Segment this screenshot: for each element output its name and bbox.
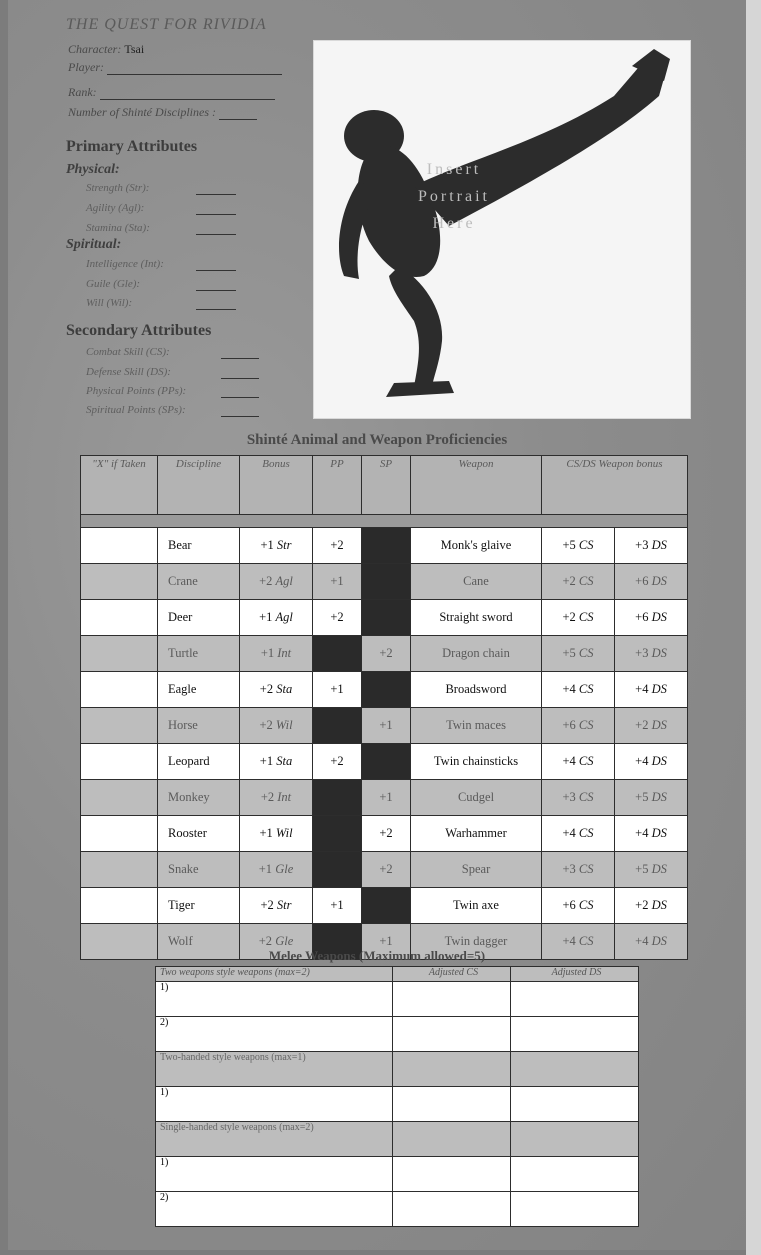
ds-unit: DS (651, 826, 667, 840)
pp-cell: +1 (313, 888, 362, 924)
discipline-name: Turtle (158, 636, 240, 672)
cs-bonus-cell (542, 888, 615, 924)
ds-value: +2 (635, 718, 649, 732)
cs-value: +3 (562, 862, 576, 876)
bonus-value: +2 (259, 682, 274, 696)
ds-bonus-cell (615, 564, 688, 600)
cs-value: +6 (562, 718, 576, 732)
discipline-name: Deer (158, 600, 240, 636)
character-sheet (8, 0, 746, 1250)
weapon-name: Twin axe (411, 888, 542, 924)
bonus-cell (240, 708, 313, 744)
disciplines-field[interactable] (68, 105, 257, 120)
proficiency-row (81, 780, 688, 816)
adjusted-cs-cell[interactable] (393, 1017, 511, 1052)
bonus-stat: Agl (275, 610, 293, 624)
two-handed-slot-1[interactable]: 1) (156, 1087, 393, 1122)
cs-bonus-cell (542, 816, 615, 852)
combat-skill-label: Combat Skill (CS): (86, 346, 170, 358)
proficiency-row (81, 636, 688, 672)
ds-unit: DS (651, 682, 667, 696)
sp-cell: +1 (362, 780, 411, 816)
portrait-line: Insert (426, 161, 482, 178)
guile-field[interactable] (86, 278, 140, 290)
ds-unit: DS (651, 718, 667, 732)
intelligence-blank[interactable] (196, 270, 236, 271)
cs-unit: CS (578, 682, 594, 696)
bonus-value: +1 (259, 610, 273, 624)
cs-unit: CS (578, 826, 594, 840)
adjusted-ds-cell[interactable] (511, 1087, 639, 1122)
proficiency-row (81, 672, 688, 708)
proficiency-table (80, 455, 688, 960)
rank-blank[interactable] (100, 99, 275, 100)
taken-checkbox-cell[interactable] (81, 744, 158, 780)
cs-bonus-cell (542, 528, 615, 564)
melee-table (155, 966, 639, 1227)
proficiency-row (81, 600, 688, 636)
sp-cell: +2 (362, 636, 411, 672)
header-sp: SP (362, 456, 411, 515)
bonus-cell (240, 564, 313, 600)
combat-skill-field[interactable] (86, 346, 170, 358)
cs-bonus-cell (542, 564, 615, 600)
intelligence-label: Intelligence (Int): (86, 258, 164, 270)
adjusted-ds-cell[interactable] (511, 982, 639, 1017)
cs-bonus-cell (542, 852, 615, 888)
discipline-name: Rooster (158, 816, 240, 852)
taken-checkbox-cell[interactable] (81, 600, 158, 636)
bonus-value: +1 (260, 646, 275, 660)
ds-bonus-cell (615, 888, 688, 924)
adjusted-ds-cell[interactable] (511, 1157, 639, 1192)
discipline-name: Crane (158, 564, 240, 600)
bonus-cell (240, 744, 313, 780)
ds-value: +6 (635, 610, 649, 624)
bonus-cell (240, 852, 313, 888)
proficiencies-title: Shinté Animal and Weapon Proficiencies (246, 432, 508, 448)
physical-heading: Physical: (66, 162, 120, 177)
primary-attributes-heading: Primary Attributes (66, 138, 198, 155)
rank-field[interactable] (68, 85, 275, 100)
bonus-cell (240, 600, 313, 636)
adjusted-cs-cell[interactable] (393, 982, 511, 1017)
cs-unit: CS (578, 610, 594, 624)
cs-value: +3 (562, 790, 576, 804)
taken-checkbox-cell[interactable] (81, 816, 158, 852)
two-handed-header: Two-handed style weapons (max=1) (156, 1052, 393, 1087)
defense-skill-field[interactable] (86, 366, 171, 378)
cs-bonus-cell (542, 600, 615, 636)
category-spacer (393, 1122, 511, 1157)
bonus-cell (240, 528, 313, 564)
bonus-value: +2 (260, 898, 274, 912)
ds-unit: DS (651, 754, 667, 768)
pp-cell: +1 (313, 564, 362, 600)
cs-bonus-cell (542, 636, 615, 672)
bonus-stat: Sta (276, 682, 293, 696)
pp-cell: +1 (313, 672, 362, 708)
taken-checkbox-cell[interactable] (81, 528, 158, 564)
taken-checkbox-cell[interactable] (81, 780, 158, 816)
cs-value: +5 (562, 646, 576, 660)
disciplines-label: Number of Shinté Disciplines : (68, 105, 216, 119)
two-weapons-slot-2[interactable]: 2) (156, 1017, 393, 1052)
cs-unit: CS (578, 574, 594, 588)
sheet-title: THE QUEST FOR RIVIDIA (66, 16, 267, 33)
guile-blank[interactable] (196, 290, 236, 291)
cs-bonus-cell (542, 744, 615, 780)
ds-value: +5 (635, 790, 649, 804)
bonus-stat: Str (276, 898, 292, 912)
ds-bonus-cell (615, 744, 688, 780)
taken-checkbox-cell[interactable] (81, 852, 158, 888)
bonus-value: +1 (259, 754, 274, 768)
cs-unit: CS (578, 898, 594, 912)
stamina-label: Stamina (Sta): (86, 222, 150, 234)
ds-bonus-cell (615, 852, 688, 888)
discipline-name: Snake (158, 852, 240, 888)
weapon-name: Straight sword (411, 600, 542, 636)
weapon-name: Twin chainsticks (411, 744, 542, 780)
weapon-name: Twin dagger (411, 924, 542, 960)
proficiency-row (81, 708, 688, 744)
portrait-line: Portrait (418, 188, 490, 205)
taken-checkbox-cell[interactable] (81, 708, 158, 744)
bonus-cell (240, 888, 313, 924)
ds-unit: DS (651, 790, 667, 804)
character-field[interactable] (68, 42, 144, 57)
bonus-stat: Int (277, 646, 292, 660)
header-bonus: Bonus (240, 456, 313, 515)
discipline-name: Horse (158, 708, 240, 744)
cs-bonus-cell (542, 672, 615, 708)
sp-cell (362, 888, 411, 924)
ds-value: +3 (635, 646, 649, 660)
weapon-name: Cudgel (411, 780, 542, 816)
cs-unit: CS (578, 934, 594, 948)
ds-value: +4 (635, 934, 649, 948)
bonus-stat: Gle (275, 934, 294, 948)
cs-value: +4 (562, 826, 576, 840)
player-field[interactable] (68, 60, 282, 75)
portrait-frame[interactable] (313, 40, 691, 419)
proficiency-row (81, 564, 688, 600)
stamina-field[interactable] (86, 222, 150, 234)
bonus-stat: Gle (275, 862, 294, 876)
ds-unit: DS (651, 538, 667, 552)
taken-checkbox-cell[interactable] (81, 672, 158, 708)
page-edge (746, 0, 761, 1255)
sp-cell: +2 (362, 852, 411, 888)
cs-unit: CS (578, 646, 594, 660)
stamina-blank[interactable] (196, 234, 236, 235)
discipline-name: Leopard (158, 744, 240, 780)
discipline-name: Monkey (158, 780, 240, 816)
pp-cell (313, 816, 362, 852)
discipline-name: Wolf (158, 924, 240, 960)
sp-cell (362, 528, 411, 564)
ds-value: +4 (635, 754, 649, 768)
ds-unit: DS (651, 610, 667, 624)
pp-cell (313, 708, 362, 744)
strength-label: Strength (Str): (86, 182, 150, 194)
cs-value: +2 (562, 610, 576, 624)
ds-bonus-cell (615, 528, 688, 564)
cs-bonus-cell (542, 708, 615, 744)
adjusted-cs-cell[interactable] (393, 1087, 511, 1122)
ds-value: +4 (635, 826, 649, 840)
spiritual-heading: Spiritual: (66, 237, 122, 252)
single-handed-header: Single-handed style weapons (max=2) (156, 1122, 393, 1157)
cs-value: +4 (562, 934, 576, 948)
ds-bonus-cell (615, 672, 688, 708)
header-taken: "X" if Taken (81, 456, 158, 515)
will-blank[interactable] (196, 309, 236, 310)
physical-points-blank[interactable] (221, 397, 259, 398)
weapon-name: Dragon chain (411, 636, 542, 672)
ds-bonus-cell (615, 708, 688, 744)
cs-bonus-cell (542, 780, 615, 816)
melee-title: Melee Weapons (Maximum allowed=5) (268, 948, 486, 963)
adjusted-ds-cell[interactable] (511, 1017, 639, 1052)
sp-cell (362, 672, 411, 708)
bonus-value: +2 (259, 574, 273, 588)
character-value: Tsai (124, 42, 145, 56)
ds-value: +3 (635, 538, 649, 552)
ds-value: +6 (635, 574, 649, 588)
bonus-value: +2 (259, 718, 273, 732)
pp-cell (313, 636, 362, 672)
category-spacer (511, 1052, 639, 1087)
header-discipline: Discipline (158, 456, 240, 515)
cs-unit: CS (578, 538, 594, 552)
header-weapon: Weapon (411, 456, 542, 515)
pp-cell: +2 (313, 744, 362, 780)
bonus-stat: Wil (275, 718, 293, 732)
proficiency-row (81, 744, 688, 780)
weapon-name: Monk's glaive (411, 528, 542, 564)
taken-checkbox-cell[interactable] (81, 636, 158, 672)
ds-value: +5 (635, 862, 649, 876)
sp-cell (362, 744, 411, 780)
guile-label: Guile (Gle): (86, 278, 141, 290)
cs-unit: CS (578, 862, 594, 876)
ds-unit: DS (651, 862, 667, 876)
defense-skill-label: Defense Skill (DS): (86, 366, 171, 378)
taken-checkbox-cell[interactable] (81, 888, 158, 924)
weapon-name: Twin maces (411, 708, 542, 744)
ds-unit: DS (651, 574, 667, 588)
cs-value: +4 (562, 682, 576, 696)
strength-field[interactable] (86, 182, 149, 194)
proficiency-row (81, 888, 688, 924)
agility-label: Agility (Agl): (86, 202, 145, 214)
bonus-value: +2 (260, 790, 275, 804)
spiritual-points-label: Spiritual Points (SPs): (86, 404, 186, 416)
character-label: Character: (68, 42, 122, 56)
cs-unit: CS (578, 718, 594, 732)
taken-checkbox-cell[interactable] (81, 564, 158, 600)
ds-unit: DS (651, 934, 667, 948)
two-weapons-header: Two weapons style weapons (max=2) (156, 967, 393, 982)
category-spacer (393, 1052, 511, 1087)
physical-points-field[interactable] (86, 385, 186, 397)
spiritual-points-blank[interactable] (221, 416, 259, 417)
two-weapons-slot-1[interactable]: 1) (156, 982, 393, 1017)
player-blank[interactable] (107, 74, 282, 75)
cs-unit: CS (578, 754, 594, 768)
category-spacer (511, 1122, 639, 1157)
ds-bonus-cell (615, 636, 688, 672)
ds-bonus-cell (615, 600, 688, 636)
bonus-value: +1 (260, 538, 274, 552)
bonus-cell (240, 780, 313, 816)
bonus-stat: Str (276, 538, 292, 552)
bonus-stat: Wil (275, 826, 293, 840)
secondary-attributes-heading: Secondary Attributes (66, 322, 212, 339)
bonus-value: +2 (258, 934, 273, 948)
adjusted-cs-header: Adjusted CS (393, 967, 511, 982)
combat-skill-blank[interactable] (221, 358, 259, 359)
sp-cell (362, 600, 411, 636)
single-handed-slot-1[interactable]: 1) (156, 1157, 393, 1192)
will-label: Will (Wil): (86, 297, 133, 309)
adjusted-cs-cell[interactable] (393, 1157, 511, 1192)
pp-cell (313, 852, 362, 888)
pp-cell: +2 (313, 528, 362, 564)
discipline-name: Tiger (158, 888, 240, 924)
will-field[interactable] (86, 297, 132, 309)
bonus-stat: Int (277, 790, 292, 804)
cs-value: +6 (562, 898, 576, 912)
bonus-stat: Sta (276, 754, 293, 768)
portrait-placeholder-text (404, 156, 504, 237)
cs-unit: CS (578, 790, 594, 804)
spiritual-points-field[interactable] (86, 404, 186, 416)
bonus-stat: Agl (275, 574, 293, 588)
pp-cell: +2 (313, 600, 362, 636)
ds-value: +2 (635, 898, 649, 912)
weapon-name: Broadsword (411, 672, 542, 708)
portrait-line: Here (432, 215, 476, 232)
weapon-name: Cane (411, 564, 542, 600)
ds-unit: DS (651, 898, 667, 912)
weapon-name: Spear (411, 852, 542, 888)
discipline-name: Bear (158, 528, 240, 564)
single-handed-slot-2[interactable]: 2) (156, 1192, 393, 1227)
cs-value: +5 (562, 538, 576, 552)
intelligence-field[interactable] (86, 258, 164, 270)
physical-points-label: Physical Points (PPs): (86, 385, 187, 397)
sp-cell: +1 (362, 708, 411, 744)
weapon-name: Warhammer (411, 816, 542, 852)
ds-value: +4 (635, 682, 649, 696)
bonus-cell (240, 816, 313, 852)
proficiency-row (81, 816, 688, 852)
header-csds: CS/DS Weapon bonus (542, 456, 688, 515)
strength-blank[interactable] (196, 194, 236, 195)
rank-label: Rank: (68, 85, 97, 99)
adjusted-ds-cell[interactable] (511, 1192, 639, 1227)
bonus-value: +1 (259, 826, 273, 840)
cs-value: +2 (562, 574, 576, 588)
disciplines-blank[interactable] (219, 119, 257, 120)
ds-bonus-cell (615, 780, 688, 816)
adjusted-cs-cell[interactable] (393, 1192, 511, 1227)
proficiency-row (81, 528, 688, 564)
sp-cell: +2 (362, 816, 411, 852)
ds-bonus-cell (615, 816, 688, 852)
proficiency-row (81, 852, 688, 888)
bonus-cell (240, 636, 313, 672)
header-pp: PP (313, 456, 362, 515)
sp-cell (362, 564, 411, 600)
defense-skill-blank[interactable] (221, 378, 259, 379)
bonus-value: +1 (258, 862, 273, 876)
ds-unit: DS (651, 646, 667, 660)
pp-cell (313, 780, 362, 816)
sp-cell: +1 (362, 924, 411, 960)
cs-value: +4 (562, 754, 576, 768)
agility-blank[interactable] (196, 214, 236, 215)
bonus-cell (240, 672, 313, 708)
adjusted-ds-header: Adjusted DS (511, 967, 639, 982)
agility-field[interactable] (86, 202, 144, 214)
player-label: Player: (68, 60, 104, 74)
discipline-name: Eagle (158, 672, 240, 708)
